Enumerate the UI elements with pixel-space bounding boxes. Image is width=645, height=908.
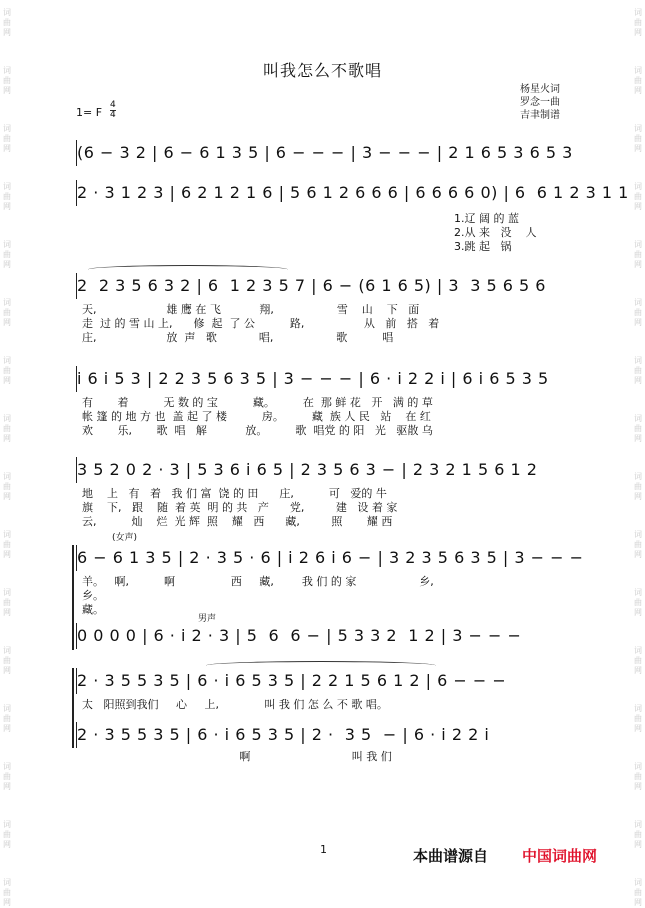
meter-bottom: 4 bbox=[110, 110, 116, 120]
watermark-text: 词 曲 网 bbox=[634, 298, 642, 327]
site-name: 中国词曲网 bbox=[522, 847, 598, 865]
watermark-text: 词 曲 网 bbox=[3, 182, 11, 211]
lyricist: 杨星火词 bbox=[520, 84, 560, 95]
watermark-text: 词 曲 网 bbox=[634, 646, 642, 675]
notes: 2 · 3 5 5 3 5 | 6 · i 6 5 3 5 | 2 2 1 5 6 1 2 | 6 − − − bbox=[76, 668, 569, 694]
watermark-text: 词 曲 网 bbox=[634, 8, 642, 37]
lyrics-verse-2: 旗 下, 跟 随 着 英 明 的 共 产 党, 建 设 着 家 bbox=[82, 501, 398, 514]
watermark-text: 词 曲 网 bbox=[634, 66, 642, 95]
watermark-text: 词 曲 网 bbox=[634, 704, 642, 733]
lyrics-verse-3: 欢 乐, 歌 唱 解 放。 歌 唱党 的 阳 光 驱散 乌 bbox=[82, 424, 433, 437]
lyrics-verse-2: 走 过 的 雪 山 上, 修 起 了 公 路, 从 前 搭 着 bbox=[82, 317, 440, 330]
watermark-text: 词 曲 网 bbox=[3, 762, 11, 791]
left-watermark bbox=[0, 0, 14, 907]
watermark-text: 词 曲 网 bbox=[634, 124, 642, 153]
watermark-text: 词 曲 网 bbox=[634, 472, 642, 501]
lyrics: 啊 叫 我 们 bbox=[82, 750, 392, 763]
watermark-text: 词 曲 网 bbox=[3, 8, 11, 37]
female-voice-label: (女声) bbox=[112, 533, 138, 543]
page-number: 1 bbox=[320, 843, 327, 856]
watermark-text: 词 曲 网 bbox=[3, 530, 11, 559]
watermark-text: 词 曲 网 bbox=[3, 704, 11, 733]
lyrics-verse-3: 3.跳 起 锅 bbox=[454, 240, 512, 253]
credits bbox=[520, 83, 560, 122]
right-watermark bbox=[631, 0, 645, 907]
lyrics-verse-1: 地 上 有 着 我 们 富 饶 的 田 庄, 可 爱的 牛 bbox=[82, 487, 387, 500]
meter-top: 4 bbox=[110, 100, 116, 110]
lyrics: 太 阳照到我们 心 上, 叫 我 们 怎 么 不 歌 唱。 bbox=[82, 698, 388, 711]
lyrics-verse-1: 1.辽 阔 的 蓝 bbox=[454, 212, 519, 225]
watermark-text: 词 曲 网 bbox=[3, 298, 11, 327]
watermark-text: 词 曲 网 bbox=[634, 414, 642, 443]
watermark-text: 词 曲 网 bbox=[3, 878, 11, 907]
lyrics-verse-3: 藏。 bbox=[82, 603, 104, 616]
watermark-text: 词 曲 网 bbox=[3, 820, 11, 849]
watermark-text: 词 曲 网 bbox=[634, 240, 642, 269]
notes: 6 − 6 1 3 5 | 2 · 3 5 · 6 | i 2 6 i 6 − | 3 2 3 5 6 3 5 | 3 − − − bbox=[76, 545, 569, 571]
notation-by: 吉聿制谱 bbox=[520, 110, 560, 121]
watermark-text: 词 曲 网 bbox=[634, 588, 642, 617]
notes: (6 − 3 2 | 6 − 6 1 3 5 | 6 − − − | 3 − − − | 2 1 6 5 3 6 5 3 bbox=[76, 140, 569, 166]
song-title: 叫我怎么不歌唱 bbox=[262, 61, 382, 80]
notes: i 6 i 5 3 | 2 2 3 5 6 3 5 | 3 − − − | 6 · i 2 2 i | 6 i 6 5 3 5 bbox=[76, 366, 569, 392]
watermark-text: 词 曲 网 bbox=[3, 414, 11, 443]
watermark-text: 词 曲 网 bbox=[634, 762, 642, 791]
notes: 2 2 3 5 6 3 2 | 6 1 2 3 5 7 | 6 − (6 1 6 5) | 3 3 5 6 5 6 bbox=[76, 273, 569, 299]
composer: 罗念一曲 bbox=[520, 97, 560, 108]
lyrics-verse-3: 云, 灿 烂 光 辉 照 耀 西 藏, 照 耀 西 bbox=[82, 515, 393, 528]
source-label: 本曲谱源自 bbox=[413, 847, 489, 865]
key-signature: 1= F bbox=[76, 106, 103, 119]
watermark-text: 词 曲 网 bbox=[3, 472, 11, 501]
notes: 2 · 3 5 5 3 5 | 6 · i 6 5 3 5 | 2 · 3 5 − | 6 · i 2 2 i bbox=[76, 722, 569, 748]
notes: 3 5 2 0 2 · 3 | 5 3 6 i 6 5 | 2 3 5 6 3 − | 2 3 2 1 5 6 1 2 bbox=[76, 457, 569, 483]
watermark-text: 词 曲 网 bbox=[3, 646, 11, 675]
male-voice-label: 男声 bbox=[198, 614, 217, 624]
time-signature bbox=[110, 101, 116, 120]
watermark-text: 词 曲 网 bbox=[3, 124, 11, 153]
watermark-text: 词 曲 网 bbox=[3, 356, 11, 385]
lyrics-verse-2: 2.从 来 没 人 bbox=[454, 226, 537, 239]
watermark-text: 词 曲 网 bbox=[634, 356, 642, 385]
notes: 2 · 3 1 2 3 | 6 2 1 2 1 6 | 5 6 1 2 6 6 6 | 6 6 6 6 0) | 6 6 1 2 3 1 1 bbox=[76, 180, 569, 206]
watermark-text: 词 曲 网 bbox=[3, 240, 11, 269]
watermark-text: 词 曲 网 bbox=[634, 530, 642, 559]
lyrics-verse-1: 有 着 无 数 的 宝 藏。 在 那 鲜 花 开 满 的 草 bbox=[82, 396, 433, 409]
notes: 0 0 0 0 | 6 · i 2 · 3 | 5 6 6 − | 5 3 3 2 1 2 | 3 − − − bbox=[76, 623, 569, 649]
watermark-text: 词 曲 网 bbox=[634, 182, 642, 211]
lyrics-verse-1: 天, 雄 鹰 在 飞 翔, 雪 山 下 面 bbox=[82, 303, 420, 316]
watermark-text: 词 曲 网 bbox=[3, 66, 11, 95]
lyrics-verse-2: 乡。 bbox=[82, 589, 104, 602]
watermark-text: 词 曲 网 bbox=[634, 820, 642, 849]
lyrics-verse-2: 帐 篷 的 地 方 也 盖 起 了 楼 房。 藏 族 人 民 站 在 红 bbox=[82, 410, 431, 423]
watermark-text: 词 曲 网 bbox=[3, 588, 11, 617]
watermark-text: 词 曲 网 bbox=[634, 878, 642, 907]
lyrics-verse-3: 庄, 放 声 歌 唱, 歌 唱 bbox=[82, 331, 394, 344]
lyrics-verse-1: 羊。 啊, 啊 西 藏, 我 们 的 家 乡, bbox=[82, 575, 434, 588]
